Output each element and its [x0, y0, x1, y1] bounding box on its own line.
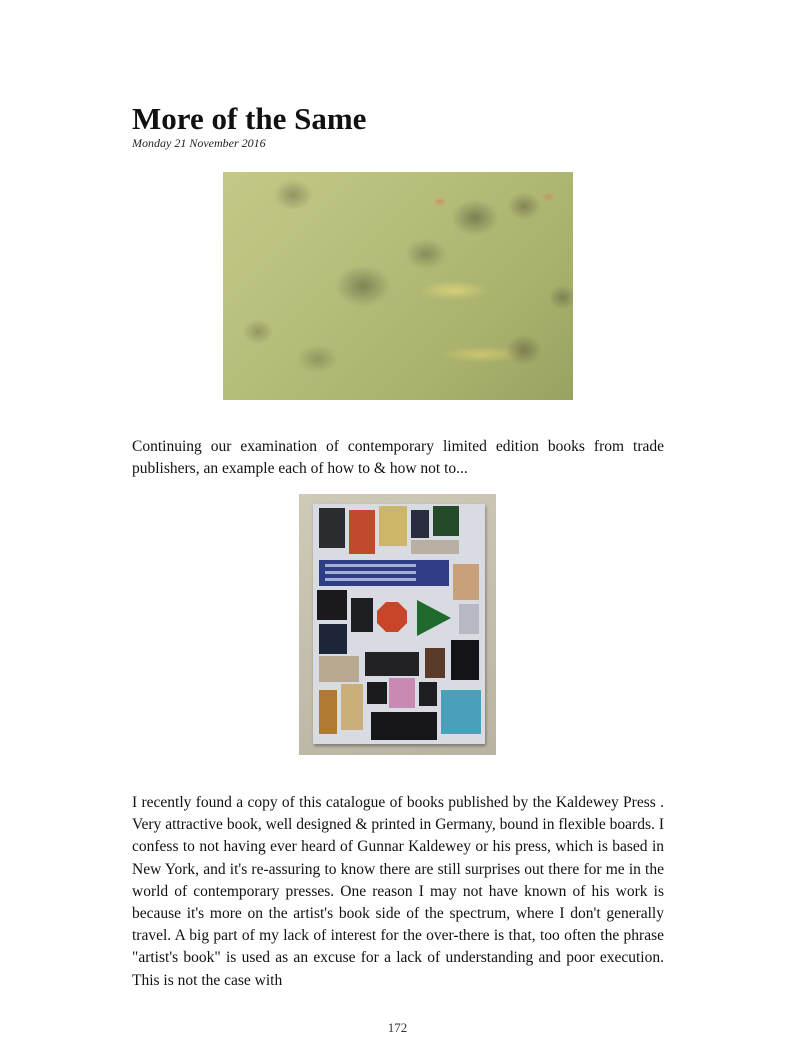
page-number: 172: [387, 1020, 408, 1035]
octagon-book: [377, 602, 407, 632]
body-paragraph: I recently found a copy of this catalogue of books published by the Kaldewey Press . Very attractive book, well designed & printed in Germany, bound in flexible boards. I confess to not having ever heard of Gunnar Kaldewey or his press, which is based in New York, and it's re-assuring to know there are still surprises out there for me in the world of contemporary presses. One reason I may not have known of his work is because it's more on the artist's book side of the spectrum, where I don't generally travel. A big part of my lack of interest for the over-there is that, too often the phrase "artist's book" is used as an excuse for a lack of understanding and poor execution. This is not the case with: [132, 794, 664, 989]
mottled-paper-photo: [223, 172, 573, 400]
post-title: More of the Same: [132, 101, 367, 136]
book-cover-photo: [299, 494, 496, 755]
intro-paragraph: Continuing our examination of contemporary limited edition books from trade publishers, an example each of how to & how not to...: [132, 438, 664, 478]
catalogue-cover: [313, 504, 485, 744]
post-date: Monday 21 November 2016: [132, 136, 266, 150]
title-band: [319, 560, 449, 586]
triangle-book: [417, 600, 451, 636]
